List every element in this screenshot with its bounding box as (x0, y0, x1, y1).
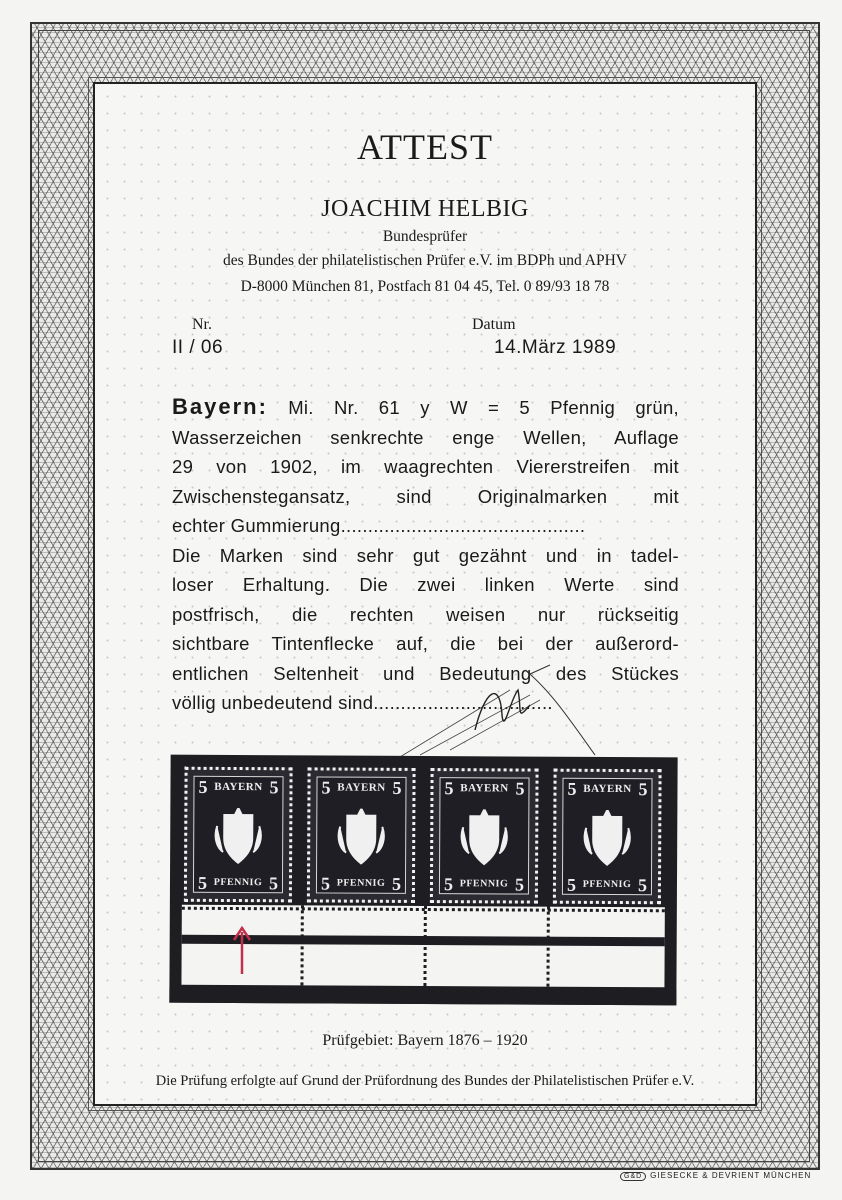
stamp: 5 5 BAYERN PFENNIG 5 5 (184, 767, 293, 903)
examiner-address: D-8000 München 81, Postfach 81 04 45, Tel. 0 89/93 18 78 (240, 278, 610, 295)
body-line: sichtbare Tintenflecke auf, die bei der außerord- (172, 633, 679, 654)
coat-of-arms-icon (336, 808, 386, 866)
examiner-name: JOACHIM HELBIG (321, 196, 529, 222)
certificate-date: 14.März 1989 (494, 337, 617, 358)
stamp: 5 5 BAYERN PFENNIG 5 5 (307, 767, 416, 903)
examiner-role: Bundesprüfer (382, 228, 468, 245)
examiner-association: des Bundes der philatelistischen Prüfer e.V. im BDPh und APHV (223, 252, 627, 269)
number-label: Nr. (192, 316, 212, 333)
signature-icon (390, 660, 620, 770)
certificate-title: ATTEST (357, 127, 493, 167)
certificate-number: II / 06 (172, 337, 224, 358)
body-line: postfrisch, die rechten weisen nur rückseitig (172, 603, 679, 625)
coat-of-arms-icon (459, 809, 509, 867)
printer-logo-icon: G&D (620, 1172, 646, 1181)
examination-area: Prüfgebiet: Bayern 1876 – 1920 (322, 1032, 528, 1049)
coat-of-arms-icon (213, 807, 263, 865)
country-stamp: Bayern: (172, 394, 268, 419)
body-line: entlichen Seltenheit und Bedeutung des Stückes (172, 662, 679, 684)
body-line: loser Erhaltung. Die zwei linken Werte sind (172, 574, 679, 595)
body-line: völlig unbedeutend sind................................. (172, 692, 553, 713)
body-line: echter Gummierung............................................. (172, 515, 586, 536)
stamp: 5 5 BAYERN PFENNIG 5 5 (430, 768, 539, 904)
body-line: Bayern: Mi. Nr. 61 y W = 5 Pfennig grün, (172, 394, 679, 419)
body-line: Die Marken sind sehr gut gezähnt und in tadel- (172, 544, 679, 566)
body-line: Zwischenstegansatz, sind Originalmarken mit (172, 485, 679, 507)
date-label: Datum (472, 316, 516, 333)
body-line: 29 von 1902, im waagrechten Viererstreifen mit (172, 456, 679, 477)
printer-imprint: G&D GIESECKE & DEVRIENT MÜNCHEN (620, 1171, 811, 1181)
body-line: Wasserzeichen senkrechte enge Wellen, Auflage (172, 426, 679, 448)
footer-note: Die Prüfung erfolgte auf Grund der Prüfordnung des Bundes der Philatelistischen Prüfer e.V. (155, 1073, 695, 1089)
arrow-marker-icon (232, 926, 252, 976)
sheet-margin-gutter (181, 905, 664, 988)
stamp: 5 5 BAYERN PFENNIG 5 5 (553, 769, 662, 905)
coat-of-arms-icon (582, 809, 632, 867)
